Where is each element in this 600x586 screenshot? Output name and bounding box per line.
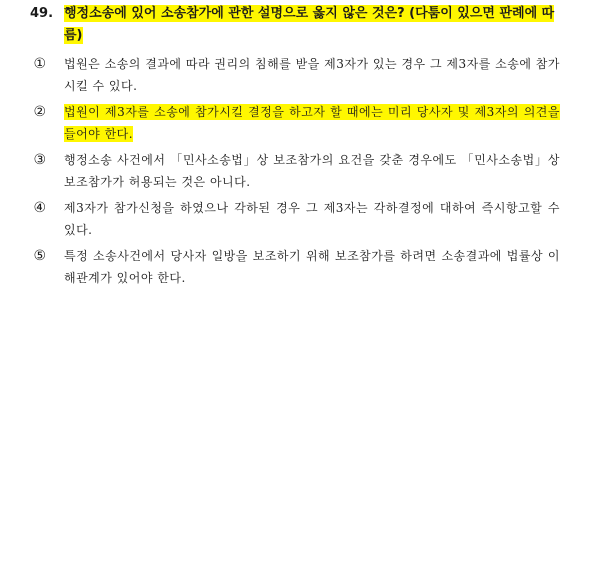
answer-option-5[interactable] — [30, 245, 560, 289]
question-block — [30, 3, 560, 293]
answer-option-4[interactable] — [30, 197, 560, 241]
option-text-1: 법원은 소송의 결과에 따라 권리의 침해를 받을 제3자가 있는 경우 그 제3자를 소송에 참가시킬 수 있다. — [64, 57, 560, 93]
option-number-3: ③ — [33, 152, 47, 168]
option-number-4: ④ — [33, 200, 47, 216]
option-number-1: ① — [33, 56, 47, 72]
answer-option-3[interactable] — [30, 149, 560, 193]
answer-option-1[interactable] — [30, 53, 560, 97]
question-header — [30, 3, 560, 47]
option-text-5: 특정 소송사건에서 당사자 일방을 보조하기 위해 보조참가를 하려면 소송결과에 법률상 이해관계가 있어야 한다. — [64, 249, 560, 285]
option-number-5: ⑤ — [33, 248, 47, 264]
option-text-3: 행정소송 사건에서 「민사소송법」상 보조참가의 요건을 갖춘 경우에도 「민사소송법」상 보조참가가 허용되는 것은 아니다. — [64, 153, 560, 189]
question-text: 행정소송에 있어 소송참가에 관한 설명으로 옳지 않은 것은? (다툼이 있으면 판례에 따름) — [64, 6, 555, 43]
question-number: 49. — [30, 6, 54, 21]
option-text-2: 법원이 제3자를 소송에 참가시킬 결정을 하고자 할 때에는 미리 당사자 및 제3자의 의견을 들어야 한다. — [64, 105, 560, 141]
option-text-4: 제3자가 참가신청을 하였으나 각하된 경우 그 제3자는 각하결정에 대하여 즉시항고할 수 있다. — [64, 201, 560, 237]
answer-option-2[interactable] — [30, 101, 560, 145]
answer-options — [30, 53, 560, 289]
option-number-2: ② — [33, 104, 47, 120]
